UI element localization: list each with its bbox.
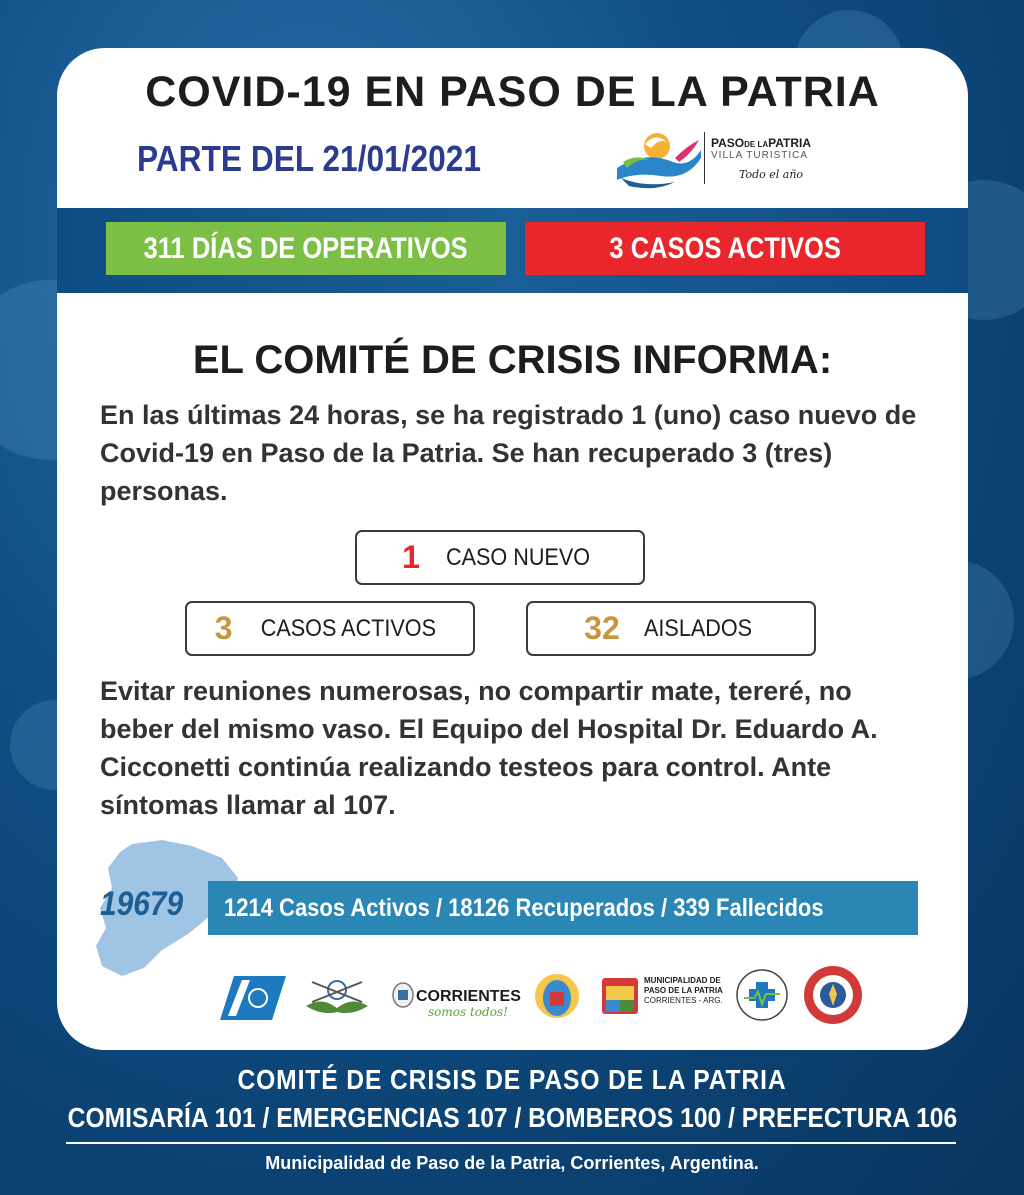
isolated-number: 32	[584, 610, 620, 646]
municipality-text	[644, 976, 723, 1006]
footer-committee	[0, 1064, 1024, 1096]
footer-emergency-text: COMISARÍA 101 / EMERGENCIAS 107 / BOMBEROS 100 / PREFECTURA 106	[67, 1102, 957, 1133]
report-date: PARTE DEL 21/01/2021	[137, 138, 481, 179]
logo-name	[711, 136, 811, 150]
corrientes-shield-icon	[392, 982, 414, 1008]
paso-de-la-patria-logo	[615, 128, 830, 198]
new-cases-label: CASO NUEVO	[445, 543, 590, 571]
new-cases-number: 1	[402, 539, 420, 575]
municipality-shield-icon	[600, 972, 640, 1018]
logo-name-part2: DE LA	[744, 140, 769, 149]
province-coat-of-arms-icon	[532, 966, 582, 1026]
sun-wave-logo-icon	[615, 128, 703, 192]
logo-name-part1: PASO	[711, 136, 745, 150]
isolated-label: AISLADOS	[643, 614, 752, 642]
active-cases-number: 3	[214, 610, 233, 646]
hospital-logo-icon	[734, 964, 790, 1026]
logo-divider	[704, 132, 705, 184]
active-cases-label: CASOS ACTIVOS	[260, 614, 436, 642]
province-total-cases: 19679	[100, 885, 184, 923]
advice-paragraph: Evitar reuniones numerosas, no compartir mate, tereré, no beber del mismo vaso. El Equipo del Hospital Dr. Eduardo A. Cicconetti continúa realizando testeos para control. Ante síntomas llamar al 107.	[100, 676, 878, 820]
province-summary: 1214 Casos Activos / 18126 Recuperados / 339 Fallecidos	[224, 893, 824, 922]
corrientes-logo	[392, 978, 522, 1022]
isolated-box	[526, 601, 816, 656]
active-cases-badge	[525, 222, 925, 275]
active-cases-text: 3 CASOS ACTIVOS	[609, 231, 841, 265]
volunteer-firefighters-logo-icon	[802, 964, 864, 1026]
municipality-logo	[600, 972, 730, 1022]
corrientes-tagline: somos todos!	[428, 1005, 508, 1019]
report-paragraph: En las últimas 24 horas, se ha registrado 1 (uno) caso nuevo de Covid-19 en Paso de la Patria. Se han recuperado 3 (tres) personas.	[100, 400, 917, 506]
sponsor-logos	[220, 962, 870, 1032]
footer-municipality: Municipalidad de Paso de la Patria, Corrientes, Argentina.	[265, 1153, 759, 1173]
committee-heading: EL COMITÉ DE CRISIS INFORMA:	[192, 338, 833, 382]
logo-name-part3: PATRIA	[768, 136, 812, 150]
logo-tagline: Todo el año	[739, 168, 804, 181]
footer-emergency-numbers	[0, 1102, 1024, 1134]
operation-days-badge	[106, 222, 506, 275]
operation-days-text: 311 DÍAS DE OPERATIVOS	[143, 231, 469, 265]
police-emblem-icon	[302, 976, 372, 1020]
footer-divider	[66, 1142, 956, 1144]
logo-subtitle: VILLA TURISTICA	[711, 150, 809, 161]
page-title: COVID-19 EN PASO DE LA PATRIA	[145, 68, 880, 116]
municipality-line2: PASO DE LA PATRIA	[644, 986, 723, 995]
corrientes-name: CORRIENTES	[416, 988, 521, 1005]
municipality-line3: CORRIENTES - ARG.	[644, 996, 723, 1005]
active-cases-box	[185, 601, 475, 656]
new-cases-box	[355, 530, 645, 585]
municipality-line1: MUNICIPALIDAD DE	[644, 976, 721, 985]
prefectura-logo-icon	[220, 976, 286, 1020]
footer-committee-text: COMITÉ DE CRISIS DE PASO DE LA PATRIA	[237, 1064, 787, 1095]
